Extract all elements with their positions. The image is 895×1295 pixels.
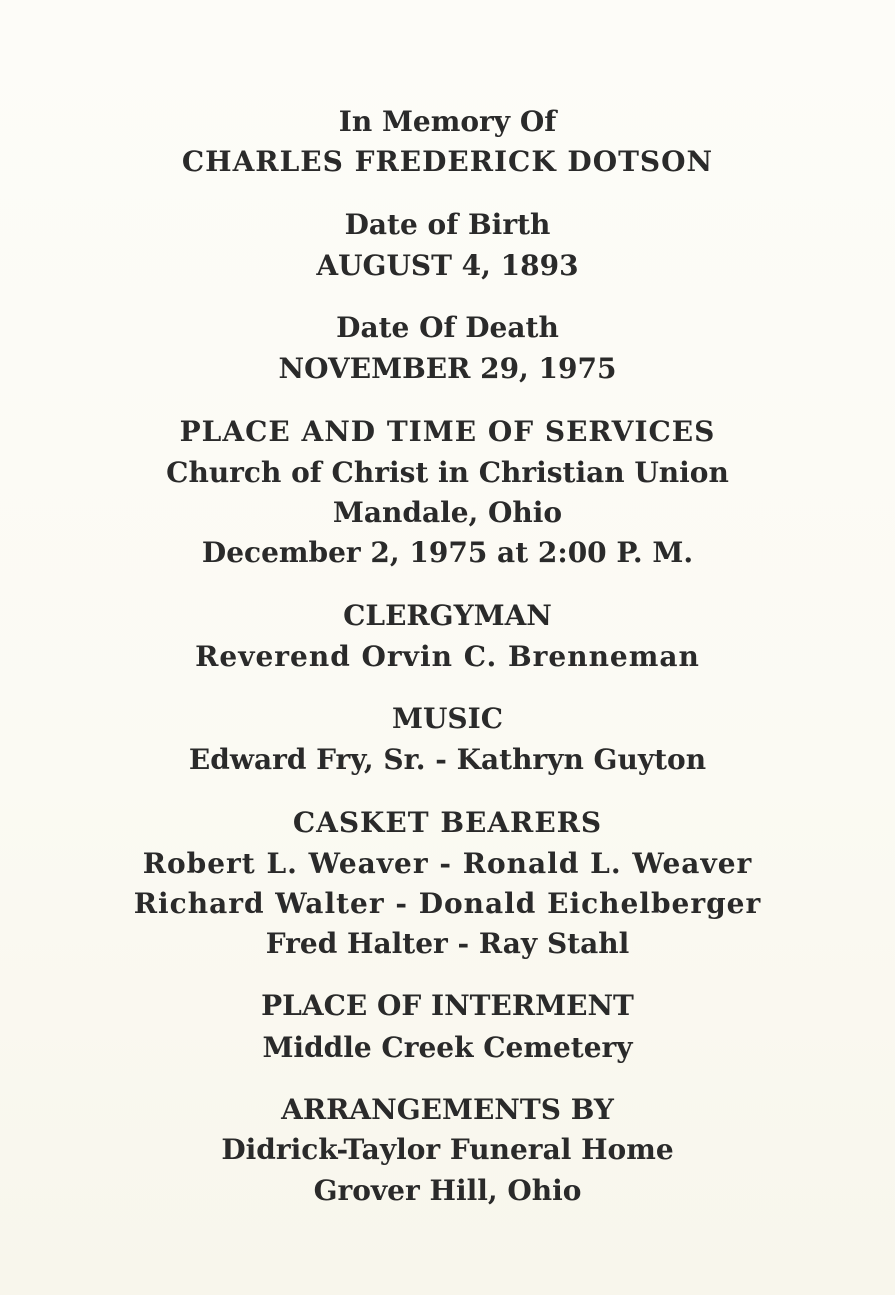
memorial-heading: In Memory Of — [338, 105, 557, 138]
casket-bearers-label: CASKET BEARERS — [292, 806, 603, 839]
interment-label: PLACE OF INTERMENT — [261, 989, 634, 1022]
music-names: Edward Fry, Sr. - Kathryn Guyton — [188, 743, 707, 776]
funeral-home-location: Grover Hill, Ohio — [313, 1174, 582, 1207]
funeral-home-name: Didrick-Taylor Funeral Home — [221, 1133, 674, 1166]
services-datetime: December 2, 1975 at 2:00 P. M. — [201, 536, 694, 569]
casket-bearers-line: Fred Halter - Ray Stahl — [265, 927, 630, 960]
casket-bearers-line: Richard Walter - Donald Eichelberger — [133, 887, 762, 920]
death-label: Date Of Death — [336, 311, 559, 344]
death-date: NOVEMBER 29, 1975 — [278, 352, 617, 385]
birth-date: AUGUST 4, 1893 — [316, 249, 579, 282]
clergyman-label: CLERGYMAN — [343, 599, 552, 632]
arrangements-label: ARRANGEMENTS BY — [281, 1093, 614, 1126]
birth-label: Date of Birth — [344, 208, 551, 241]
services-church: Church of Christ in Christian Union — [166, 456, 729, 489]
services-label: PLACE AND TIME OF SERVICES — [179, 415, 716, 448]
interment-place: Middle Creek Cemetery — [262, 1031, 633, 1064]
casket-bearers-line: Robert L. Weaver - Ronald L. Weaver — [142, 847, 753, 880]
services-location: Mandale, Ohio — [332, 496, 563, 529]
deceased-name: CHARLES FREDERICK DOTSON — [181, 145, 714, 178]
music-label: MUSIC — [391, 702, 503, 735]
clergyman-name: Reverend Orvin C. Brenneman — [195, 640, 700, 673]
